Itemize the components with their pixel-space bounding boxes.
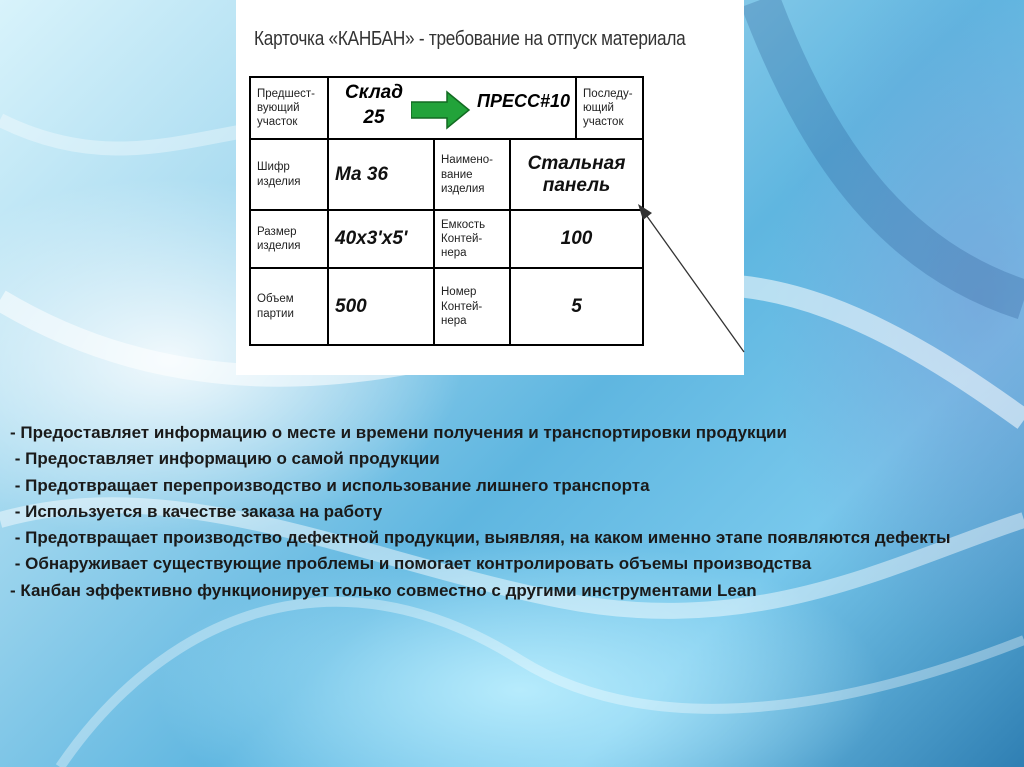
right-arrow-icon [411, 90, 471, 130]
to-value: ПРЕСС#10 [477, 91, 570, 111]
kanban-card-table [249, 76, 644, 346]
list-item: - Предоставляет информацию о самой продукции [10, 449, 440, 469]
container-no-label: Номер Контей- нера [434, 268, 510, 345]
next-section-label: Последу- ющий участок [576, 77, 643, 139]
size-label: Размер изделия [250, 210, 328, 268]
size-value: 40х3'х5' [328, 210, 434, 268]
batch-label: Объем партии [250, 268, 328, 345]
container-no-value: 5 [510, 268, 643, 345]
code-label: Шифр изделия [250, 139, 328, 210]
code-value: Ма 36 [328, 139, 434, 210]
list-item: - Обнаруживает существующие проблемы и помогает контролировать объемы производства [10, 554, 812, 574]
card-title: Карточка «КАНБАН» - требование на отпуск материала [254, 28, 686, 50]
capacity-label: Емкость Контей- нера [434, 210, 510, 268]
list-item: - Используется в качестве заказа на работу [10, 501, 383, 521]
list-item: - Канбан эффективно функционирует только совместно с другими инструментами Lean [10, 580, 757, 600]
name-label: Наимено- вание изделия [434, 139, 510, 210]
list-item: - Предоставляет информацию о месте и времени получения и транспортировки продукции [10, 423, 787, 442]
capacity-value: 100 [510, 210, 643, 268]
pointer-arrow-icon [636, 204, 746, 354]
batch-value: 500 [328, 268, 434, 345]
name-value: Стальная панель [510, 139, 643, 210]
flow-cell [328, 77, 576, 139]
benefits-list [10, 420, 1000, 604]
prev-section-label: Предшест- вующий участок [250, 77, 328, 139]
list-item: - Предотвращает перепроизводство и использование лишнего транспорта [10, 475, 650, 495]
list-item: - Предотвращает производство дефектной продукции, выявляя, на каком именно этапе появляются дефекты [10, 528, 951, 548]
from-value: Склад 25 [345, 82, 403, 128]
